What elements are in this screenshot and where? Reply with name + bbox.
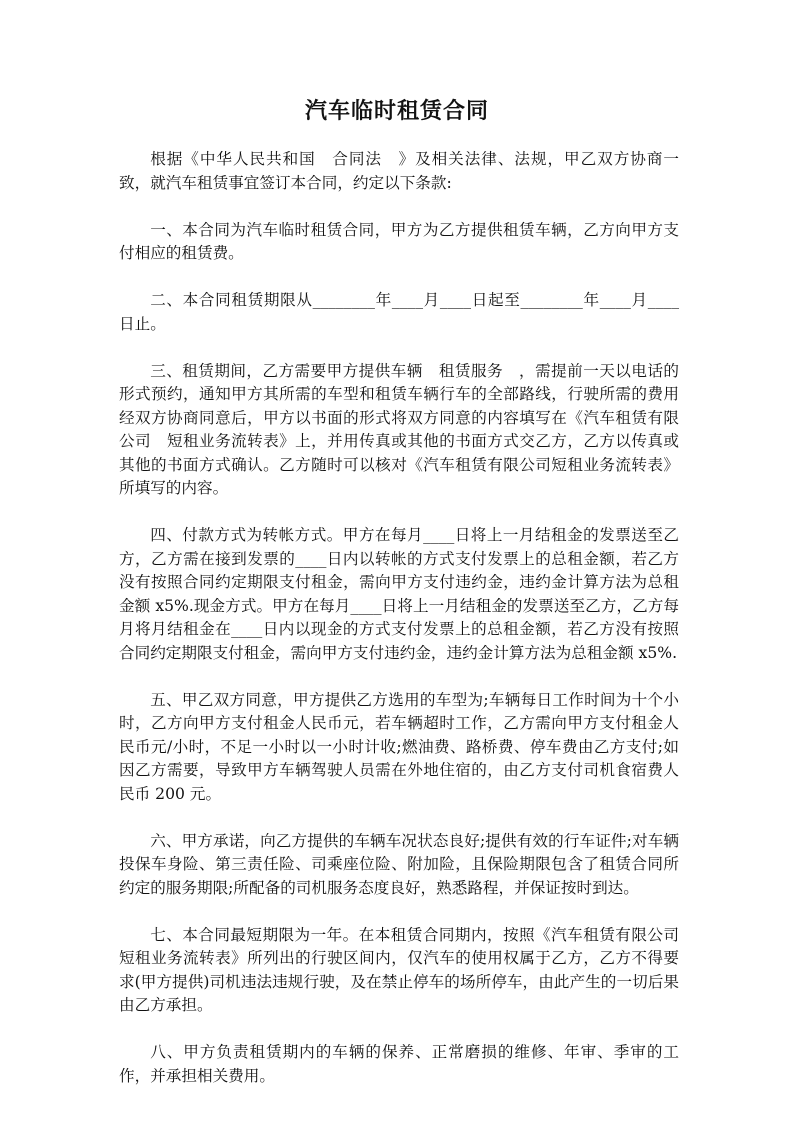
paragraph-clause-7: 七、本合同最短期限为一年。在本租赁合同期内，按照《汽车租赁有限公司短租业务流转表》所列出的行驶区间内，仅汽车的使用权属于乙方，乙方不得要求(甲方提供)司机违法违规行驶，及在禁止停车的场所停车，由此产生的一切后果由乙方承担。 xyxy=(119,925,679,1014)
document-title: 汽车临时租赁合同 xyxy=(304,98,489,124)
document-body xyxy=(119,148,695,1112)
paragraph-clause-5: 五、甲乙双方同意，甲方提供乙方选用的车型为;车辆每日工作时间为十个小时，乙方向甲方支付租金人民币元，若车辆超时工作，乙方需向甲方支付租金人民币元/小时，不足一小时以一小时计收;燃油费、路桥费、停车费由乙方支付;如因乙方需要，导致甲方车辆驾驶人员需在外地住宿的，由乙方支付司机食宿费人民币 200 元。 xyxy=(119,690,679,803)
paragraph-clause-8: 八、甲方负责租赁期内的车辆的保养、正常磨损的维修、年审、季审的工作，并承担相关费用。 xyxy=(119,1043,679,1085)
paragraph-clause-3: 三、租赁期间，乙方需要甲方提供车辆 租赁服务 ，需提前一天以电话的形式预约，通知甲方其所需的车型和租赁车辆行车的全部路线，行驶所需的费用经双方协商同意后，甲方以书面的形式将双方同意的内容填写在《汽车租赁有限 公司 短租业务流转表》上，并用传真或其他的书面方式交乙方，乙方以传真或其他的书面方式确认。乙方随时可以核对《汽车租赁有限公司短租业务流转表》所填写的内容。 xyxy=(119,361,695,497)
paragraph-clause-6: 六、甲方承诺，向乙方提供的车辆车况状态良好;提供有效的行车证件;对车辆投保车身险、第三责任险、司乘座位险、附加险，且保险期限包含了租赁合同所约定的服务期限;所配备的司机服务态度良好，熟悉路程，并保证按时到达。 xyxy=(119,831,679,897)
paragraph-preamble: 根据《中华人民共和国 合同法 》及相关法律、法规，甲乙双方协商一致，就汽车租赁事宜签订本合同，约定以下条款: xyxy=(119,150,679,192)
paragraph-clause-2: 二、本合同租赁期限从________年____月____日起至________年____月____日止。 xyxy=(119,291,679,333)
paragraph-clause-4: 四、付款方式为转帐方式。甲方在每月____日将上一月结租金的发票送至乙方，乙方需在接到发票的____日内以转帐的方式支付发票上的总租金额，若乙方没有按照合同约定期限支付租金，需向甲方支付违约金，违约金计算方法为总租金额 x5%.现金方式。甲方在每月____日将上一月结租金的发票送至乙方，乙方每月将月结租金在____日内以现金的方式支付发票上的总租金额，若乙方没有按照合同约定期限支付租金，需向甲方支付违约金，违约金计算方法为总租金额 x5%. xyxy=(119,526,679,662)
paragraph-clause-1: 一、本合同为汽车临时租赁合同，甲方为乙方提供租赁车辆，乙方向甲方支付相应的租赁费。 xyxy=(119,220,679,262)
